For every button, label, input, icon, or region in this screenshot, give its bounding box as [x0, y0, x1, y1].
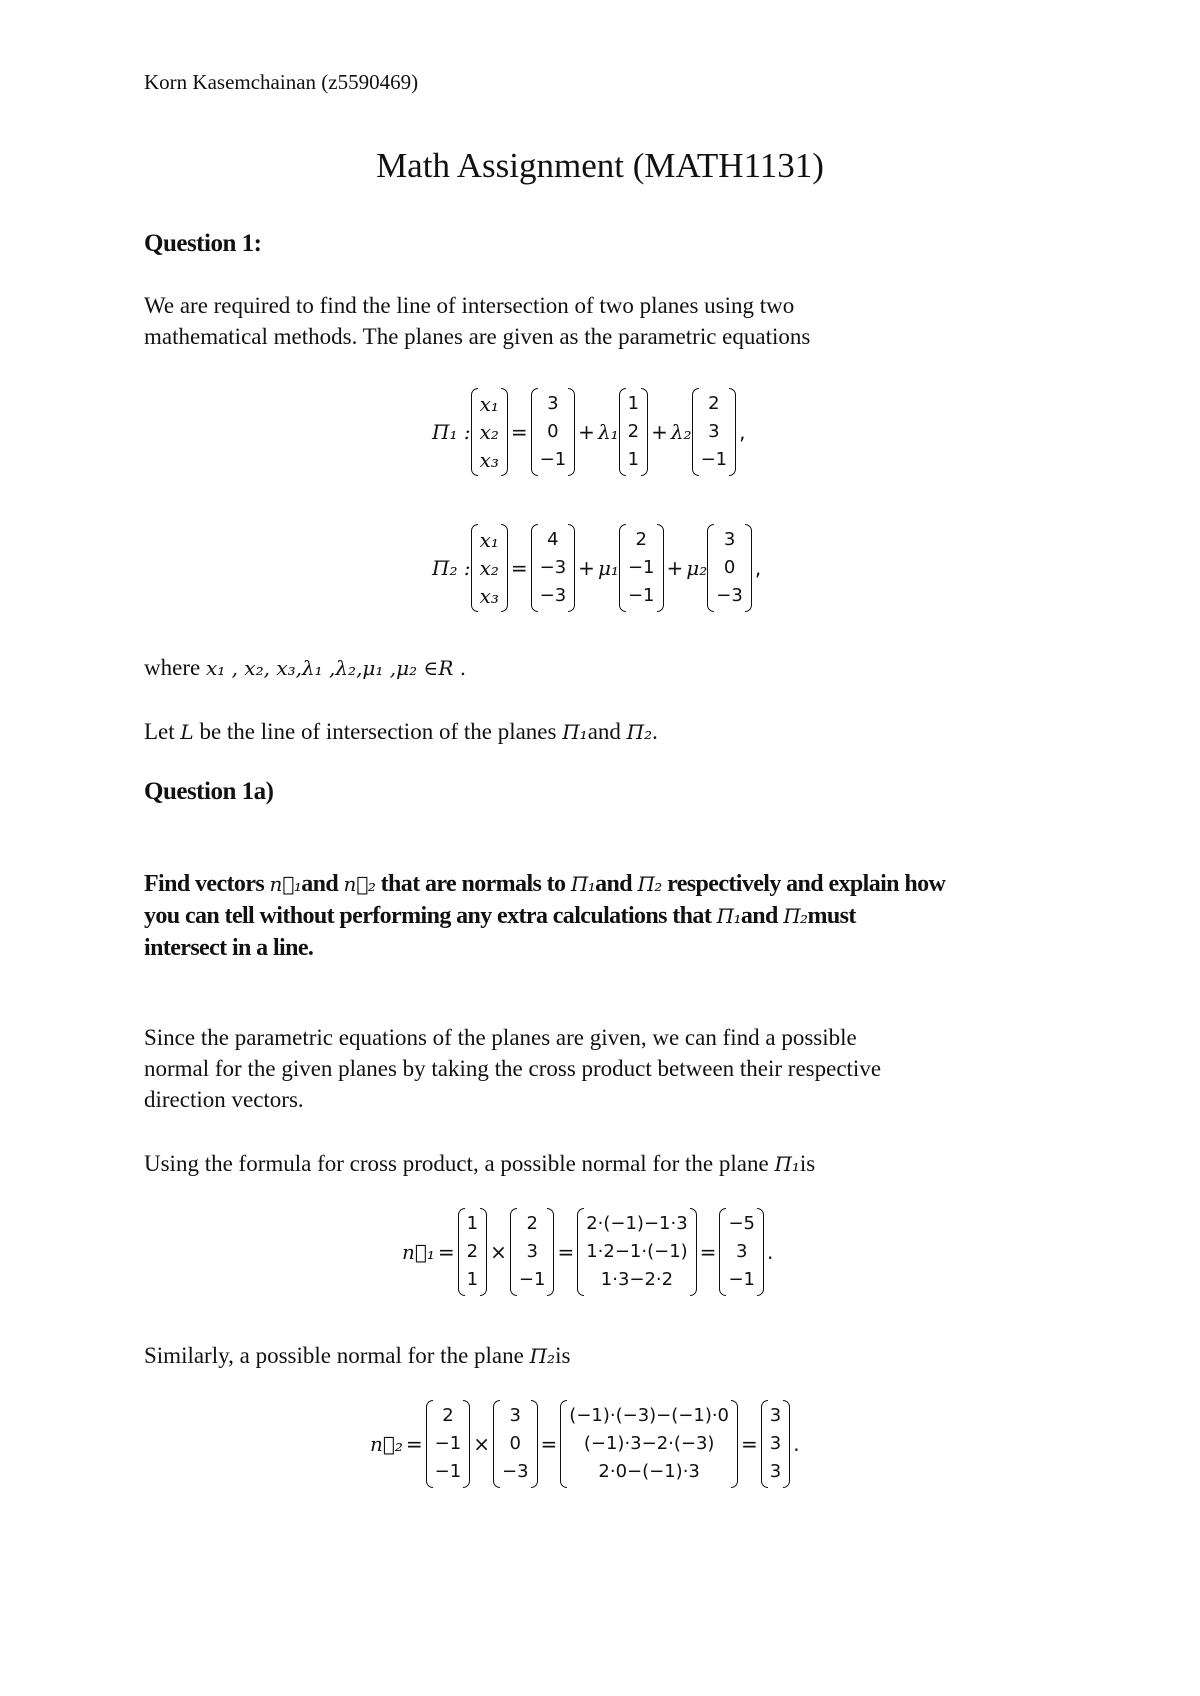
- text-q1-p2-point-1: −3: [539, 557, 567, 578]
- math-operator: =: [540, 1432, 558, 1456]
- vector-entries: [768, 1400, 783, 1488]
- text-q1-p1-dir2-0: 2: [708, 393, 720, 414]
- intro-line-2: mathematical methods. The planes are given as the parametric equations: [144, 324, 811, 349]
- text-q1a-n1-result-1: 3: [735, 1241, 748, 1262]
- math-operator: .: [793, 1432, 800, 1456]
- n2-expression: [560, 1400, 738, 1488]
- plane-1-direction-2: [692, 388, 737, 476]
- text-q1a-task-line2-b: must: [807, 903, 856, 929]
- vector-bracket: [619, 524, 626, 612]
- text-q1-p1-dir1-1: 2: [627, 421, 640, 442]
- vector-bracket: [531, 524, 538, 612]
- text-q1-p1-dir2-1: 3: [708, 421, 720, 442]
- vector-entries: [584, 1208, 689, 1296]
- author-line: Korn Kasemchainan (z5590469): [144, 70, 419, 94]
- math-operator: =: [741, 1432, 758, 1456]
- vector-bracket: [531, 1400, 538, 1488]
- text-q1-pi2: Π₂: [626, 720, 653, 744]
- text-q1-x-vec-0: x₁: [479, 528, 499, 552]
- text-q1-x-vec-1: x₂: [479, 556, 499, 580]
- text-q1a-n1-expr-2: 1·3−2·2: [600, 1269, 674, 1290]
- plane-1-label: Π₁ :: [432, 420, 471, 444]
- text-q1a-cross-text: Using the formula for cross product, a possible normal for the plane: [144, 1151, 769, 1176]
- text-q1-where-word: where: [144, 655, 201, 680]
- text-q1-p2-dir2-1: 0: [723, 557, 736, 578]
- math-operator: +: [578, 420, 595, 444]
- vector-bracket: [547, 1208, 554, 1296]
- vector-entries: [626, 524, 657, 612]
- text-q1-p2-dir2-2: −3: [501, 1461, 529, 1482]
- text-q1a-task-and: and: [595, 871, 633, 897]
- normal-2-equation: [370, 1400, 803, 1488]
- vector-bracket: [501, 388, 508, 476]
- vector-bracket: [757, 1208, 764, 1296]
- vector-bracket: [463, 1400, 470, 1488]
- text-q1a-task-line1-a: Find vectors: [144, 871, 265, 897]
- math-operator: ×: [490, 1240, 507, 1264]
- text-q1-let-L: L: [180, 720, 194, 744]
- vector-entries: [714, 524, 745, 612]
- n2-label: n⃗₂: [370, 1432, 403, 1456]
- text-q1-p2-dir2-0: 3: [509, 1405, 521, 1426]
- column-vector: [493, 1400, 538, 1488]
- math-operator: =: [510, 420, 528, 444]
- text-q1a-task-n2: n⃗₂: [343, 872, 376, 896]
- vector-entries: [567, 1400, 731, 1488]
- text-q1-p1-point-0: 3: [547, 393, 559, 414]
- plane-1-direction-1: [619, 388, 648, 476]
- vector-entries: [517, 1208, 548, 1296]
- vector-bracket: [619, 388, 626, 476]
- vector-bracket: [641, 388, 648, 476]
- x-vector: [471, 388, 508, 476]
- math-operator: ×: [473, 1432, 490, 1456]
- text-q1-let-text-a: Let: [144, 719, 175, 744]
- vector-bracket: [471, 524, 478, 612]
- text-q1a-answer-3: direction vectors.: [144, 1087, 304, 1112]
- text-q1-p1-dir2-1: 3: [526, 1241, 538, 1262]
- x-vector: [471, 524, 508, 612]
- vector-bracket: [761, 1400, 768, 1488]
- text-q1-p1-dir1-0: 1: [627, 393, 640, 414]
- text-q1-p2-dir1-0: 2: [442, 1405, 454, 1426]
- text-q1-p2-dir2-1: 0: [509, 1433, 521, 1454]
- vector-bracket: [729, 388, 736, 476]
- text-q1-x-vec-2: x₃: [479, 448, 499, 472]
- vector-bracket: [719, 1208, 726, 1296]
- math-operator: ,: [739, 420, 746, 444]
- text-q1-p1-dir2-2: −1: [700, 449, 728, 470]
- text-q1-p1-dir1-0: 1: [466, 1213, 479, 1234]
- vector-bracket: [692, 388, 699, 476]
- text-q1a-n1-result-2: −1: [728, 1269, 755, 1290]
- text-q1-period: .: [652, 719, 658, 744]
- plane-2-equation: [432, 524, 764, 612]
- text-q1a-cross-is: is: [799, 1151, 816, 1176]
- math-operator: =: [437, 1240, 455, 1264]
- plane-2-direction-1: [619, 524, 664, 612]
- text-q1a-task-pi2: Π₂: [783, 904, 808, 928]
- text-q1a-task-n1: n⃗₁: [269, 872, 302, 896]
- mu-2: μ₂: [686, 556, 708, 580]
- document-title: Math Assignment (MATH1131): [376, 146, 824, 185]
- text-q1a-n1-expr-0: 2·(−1)−1·3: [586, 1213, 688, 1234]
- text-q1a-n2-result-2: 3: [769, 1461, 782, 1482]
- n2-result: [761, 1400, 790, 1488]
- vector-entries: [478, 524, 501, 612]
- vector-entries: [538, 524, 569, 612]
- text-q1-p1-dir1-2: 1: [627, 449, 640, 470]
- where-variables: x₁ , x₂, x₃,λ₁ ,λ₂,μ₁ ,μ₂ ∈R .: [205, 656, 467, 680]
- text-q1-p1-dir2-2: −1: [518, 1269, 546, 1290]
- text-q1-p2-dir1-1: −1: [627, 557, 655, 578]
- text-q1-x-vec-0: x₁: [479, 392, 499, 416]
- vector-bracket: [657, 524, 664, 612]
- vector-entries: [726, 1208, 757, 1296]
- text-q1a-n2-expr-0: (−1)·(−3)−(−1)·0: [569, 1405, 730, 1426]
- text-q1a-similar-text: Similarly, a possible normal for the plane: [144, 1343, 524, 1368]
- text-q1a-similar-is: is: [555, 1343, 571, 1368]
- vector-bracket: [426, 1400, 433, 1488]
- n1-result: [719, 1208, 764, 1296]
- text-q1-p1-point-1: 0: [547, 421, 559, 442]
- text-q1a-cross-pi1: Π₁: [774, 1152, 800, 1176]
- text-q1-pi1: Π₁: [562, 720, 588, 744]
- text-q1a-task-line3: intersect in a line.: [144, 935, 314, 961]
- math-operator: .: [766, 1240, 774, 1264]
- text-q1a-n2-result-1: 3: [769, 1433, 782, 1454]
- vector-bracket: [480, 1208, 487, 1296]
- cross-product-line: [144, 1148, 1064, 1180]
- question-1a-heading: Question 1a): [144, 778, 274, 805]
- math-operator: =: [405, 1432, 423, 1456]
- question-1-heading: Question 1:: [144, 230, 262, 257]
- vector-bracket: [531, 388, 538, 476]
- where-line: [144, 652, 1064, 684]
- plane-1-equation: [432, 388, 748, 476]
- text-q1a-n2-expr-1: (−1)·3−2·(−3): [583, 1433, 715, 1454]
- mu-1: μ₁: [597, 556, 619, 580]
- text-q1a-task-line1-c: respectively and explain how: [667, 871, 946, 897]
- let-line: [144, 716, 1064, 748]
- text-q1-p1-dir1-2: 1: [466, 1269, 479, 1290]
- plane-2-direction-2: [707, 524, 752, 612]
- vector-bracket: [690, 1208, 697, 1296]
- intro-line-1: We are required to find the line of intersection of two planes using two: [144, 293, 795, 318]
- vector-entries: [465, 1208, 480, 1296]
- vector-bracket: [568, 388, 575, 476]
- vector-bracket: [568, 524, 575, 612]
- lambda-2: λ₂: [670, 420, 692, 444]
- column-vector: [458, 1208, 487, 1296]
- math-operator: +: [666, 556, 684, 580]
- math-operator: ,: [754, 556, 762, 580]
- math-operator: =: [557, 1240, 575, 1264]
- question-1-intro: [144, 290, 1064, 352]
- plane-2-point: [531, 524, 576, 612]
- text-q1-p2-dir2-2: −3: [716, 585, 743, 606]
- text-q1-and-word: and: [587, 719, 621, 744]
- text-q1a-similar-pi2: Π₂: [529, 1344, 556, 1368]
- vector-bracket: [577, 1208, 584, 1296]
- vector-bracket: [707, 524, 714, 612]
- vector-entries: [500, 1400, 531, 1488]
- vector-entries: [699, 388, 730, 476]
- text-q1-p2-dir1-2: −1: [627, 585, 655, 606]
- lambda-1: λ₁: [597, 420, 619, 444]
- text-q1-p2-point-2: −3: [539, 585, 567, 606]
- text-q1-p2-dir1-0: 2: [635, 529, 647, 550]
- vector-bracket: [783, 1400, 790, 1488]
- question-1a-task: [144, 868, 1074, 964]
- column-vector: [426, 1400, 471, 1488]
- text-q1a-n2-result-0: 3: [769, 1405, 782, 1426]
- text-q1a-task-pi1: Π₁: [570, 872, 596, 896]
- plane-1-point: [531, 388, 576, 476]
- vector-bracket: [471, 388, 478, 476]
- text-q1-x-vec-1: x₂: [479, 420, 499, 444]
- text-q1a-n1-expr-1: 1·2−1·(−1): [586, 1241, 688, 1262]
- vector-bracket: [493, 1400, 500, 1488]
- vector-bracket: [731, 1400, 738, 1488]
- math-operator: =: [510, 556, 528, 580]
- text-q1-p1-dir1-1: 2: [466, 1241, 479, 1262]
- answer-paragraph: [144, 1022, 1064, 1115]
- math-operator: +: [651, 420, 668, 444]
- n1-expression: [577, 1208, 696, 1296]
- column-vector: [510, 1208, 555, 1296]
- text-q1-p2-point-0: 4: [547, 529, 559, 550]
- vector-entries: [538, 388, 569, 476]
- text-q1a-answer-1: Since the parametric equations of the planes are given, we can find a possible: [144, 1025, 857, 1050]
- text-q1a-n1-result-0: −5: [728, 1213, 755, 1234]
- vector-bracket: [458, 1208, 465, 1296]
- text-q1a-task-pi1: Π₁: [716, 904, 741, 928]
- text-q1a-task-pi2: Π₂: [637, 872, 662, 896]
- text-q1-p1-dir2-0: 2: [526, 1213, 538, 1234]
- vector-entries: [478, 388, 501, 476]
- text-q1-p2-dir2-0: 3: [723, 529, 736, 550]
- text-q1a-n2-expr-2: 2·0−(−1)·3: [598, 1461, 700, 1482]
- similarly-line: [144, 1340, 1064, 1372]
- plane-2-label: Π₂ :: [432, 556, 471, 580]
- text-q1-p2-dir1-2: −1: [434, 1461, 462, 1482]
- vector-bracket: [745, 524, 752, 612]
- math-operator: +: [578, 556, 595, 580]
- text-q1-let-text-b: be the line of intersection of the planes: [199, 719, 557, 744]
- normal-1-equation: [402, 1208, 776, 1296]
- vector-entries: [433, 1400, 464, 1488]
- vector-bracket: [501, 524, 508, 612]
- text-q1a-task-and: and: [740, 903, 778, 929]
- vector-entries: [626, 388, 641, 476]
- vector-bracket: [510, 1208, 517, 1296]
- n1-label: n⃗₁: [402, 1240, 435, 1264]
- text-q1a-task-and: and: [301, 871, 339, 897]
- vector-bracket: [560, 1400, 567, 1488]
- math-operator: =: [699, 1240, 717, 1264]
- text-q1a-answer-2: normal for the given planes by taking the cross product between their respective: [144, 1056, 882, 1081]
- text-q1-p2-dir1-1: −1: [434, 1433, 462, 1454]
- text-q1-p1-point-2: −1: [539, 449, 567, 470]
- text-q1a-task-line1-b: that are normals to: [380, 871, 566, 897]
- text-q1a-task-line2-a: you can tell without performing any extra calculations that: [144, 903, 712, 929]
- text-q1-x-vec-2: x₃: [479, 584, 499, 608]
